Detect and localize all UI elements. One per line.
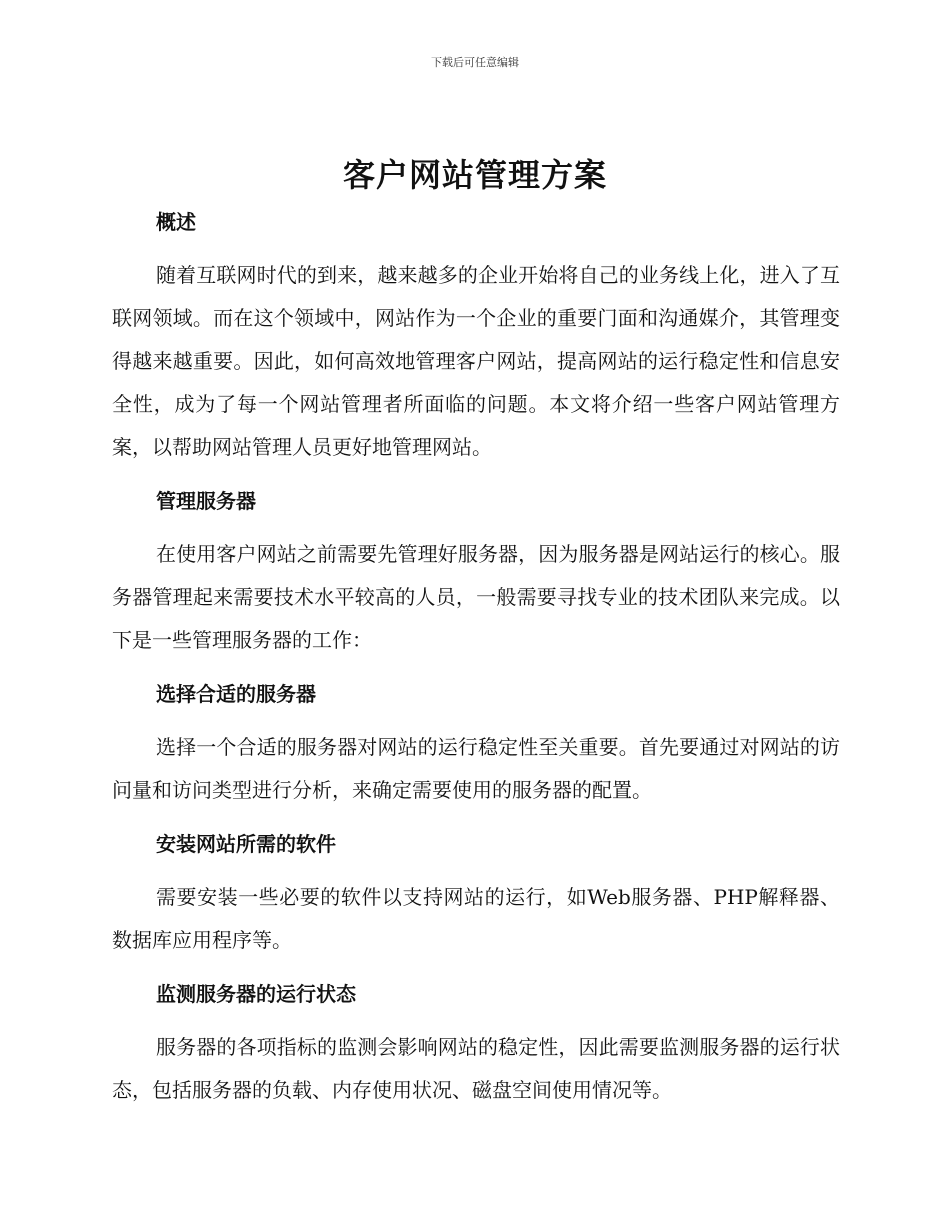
section-heading: 安装网站所需的软件 bbox=[156, 832, 336, 856]
document-title: 客户网站管理方案 bbox=[342, 156, 607, 194]
section-overview bbox=[112, 204, 840, 469]
section-paragraph: 选择一个合适的服务器对网站的运行稳定性至关重要。首先要通过对网站的访问量和访问类型进行分析，来确定需要使用的服务器的配置。 bbox=[112, 735, 840, 802]
section-paragraph: 随着互联网时代的到来，越来越多的企业开始将自己的业务线上化，进入了互联网领域。而在这个领域中，网站作为一个企业的重要门面和沟通媒介，其管理变得越来越重要。因此，如何高效地管理客户网站，提高网站的运行稳定性和信息安全性，成为了每一个网站管理者所面临的问题。本文将介绍一些客户网站管理方案，以帮助网站管理人员更好地管理网站。 bbox=[112, 263, 840, 459]
section-paragraph: 需要安装一些必要的软件以支持网站的运行，如Web服务器、PHP解释器、数据库应用程序等。 bbox=[112, 885, 840, 952]
section-paragraph: 服务器的各项指标的监测会影响网站的稳定性，因此需要监测服务器的运行状态，包括服务器的负载、内存使用状况、磁盘空间使用情况等。 bbox=[112, 1035, 840, 1102]
section-heading: 选择合适的服务器 bbox=[156, 682, 316, 706]
page-header-note: 下载后可任意编辑 bbox=[431, 56, 519, 69]
section-heading: 监测服务器的运行状态 bbox=[156, 982, 356, 1006]
section-heading: 管理服务器 bbox=[156, 489, 256, 513]
section-choose-server bbox=[112, 676, 840, 812]
document-body bbox=[112, 204, 840, 1126]
section-heading: 概述 bbox=[156, 210, 196, 234]
section-paragraph: 在使用客户网站之前需要先管理好服务器，因为服务器是网站运行的核心。服务器管理起来需要技术水平较高的人员，一般需要寻找专业的技术团队来完成。以下是一些管理服务器的工作： bbox=[112, 542, 840, 652]
section-monitor-server bbox=[112, 976, 840, 1112]
section-install-software bbox=[112, 826, 840, 962]
section-manage-server bbox=[112, 483, 840, 662]
